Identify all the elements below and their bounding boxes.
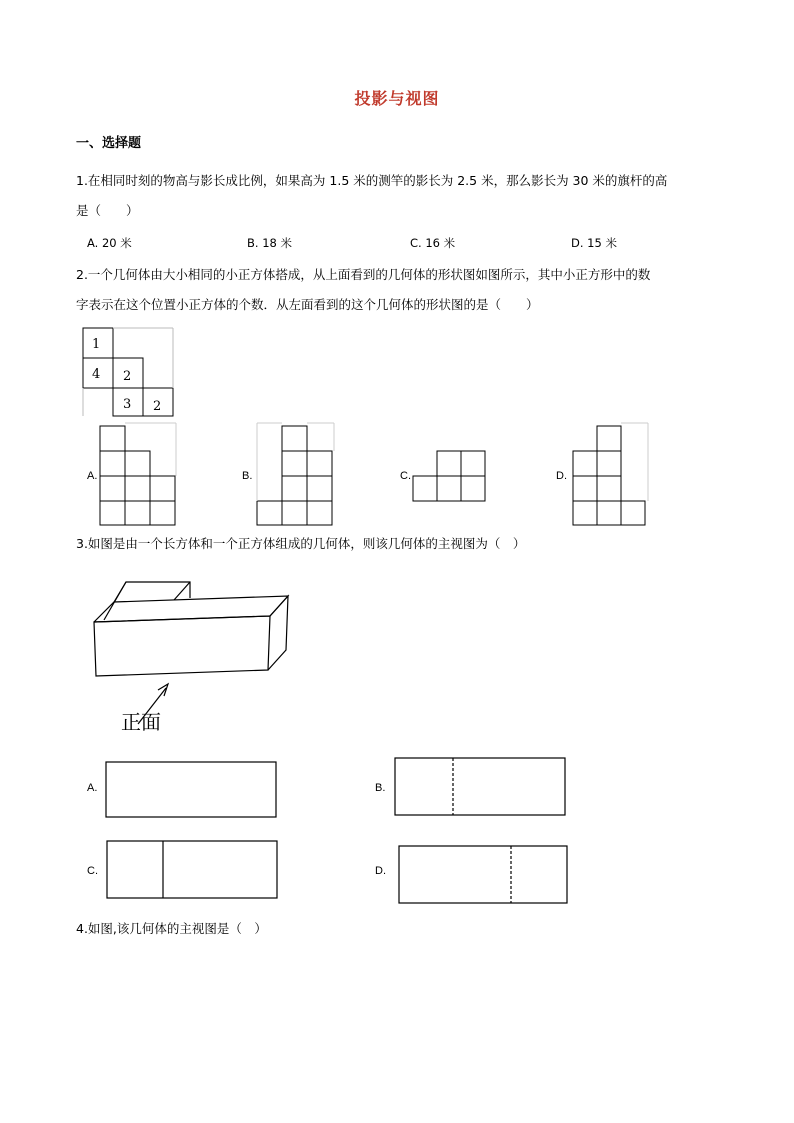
- q3-option-b: B.: [375, 782, 386, 794]
- q1-option-b: B. 18 米: [247, 236, 292, 250]
- grid-number: 2: [123, 369, 132, 384]
- question-2-line-1: 2.一个几何体由大小相同的小正方体搭成，从上面看到的几何体的形状图如图所示，其中小正方形中的数: [76, 267, 651, 282]
- grid-number: 1: [92, 337, 101, 352]
- question-1-line-2: 是（ ）: [76, 203, 139, 218]
- question-3-text: 3.如图是由一个长方体和一个正方体组成的几何体，则该几何体的主视图为（ ）: [76, 536, 526, 551]
- q3-option-c: C.: [87, 865, 98, 877]
- question-1-line-1: 1.在相同时刻的物高与影长成比例，如果高为 1.5 米的测竿的影长为 2.5 米，那么影长为 30 米的旗杆的高: [76, 173, 668, 188]
- q3-option-c-figure: [105, 839, 281, 901]
- q2-option-a: A.: [87, 470, 98, 482]
- q3-option-a-figure: [104, 760, 280, 820]
- q2-option-c: C.: [400, 470, 411, 482]
- q1-option-c: C. 16 米: [410, 236, 456, 250]
- q3-option-a: A.: [87, 782, 98, 794]
- q3-option-d-figure: [397, 844, 573, 906]
- question-2-line-2: 字表示在这个位置小正方体的个数．从左面看到的这个几何体的形状图的是（ ）: [76, 297, 539, 312]
- q2-option-d: D.: [556, 470, 567, 482]
- q3-solid-figure: [86, 574, 296, 734]
- q1-option-a: A. 20 米: [87, 236, 132, 250]
- grid-number: 3: [123, 397, 132, 412]
- top-view-grid-figure: [80, 326, 176, 418]
- section-heading: 一、选择题: [76, 136, 142, 151]
- q1-option-d: D. 15 米: [571, 236, 617, 250]
- q2-option-b: B.: [242, 470, 253, 482]
- q2-option-d-figure: [568, 422, 650, 528]
- q2-option-c-figure: [411, 448, 491, 504]
- page-title: 投影与视图: [354, 89, 440, 108]
- q2-option-a-figure: [96, 422, 178, 528]
- grid-number: 4: [92, 367, 101, 382]
- front-label: 正面: [121, 710, 161, 734]
- grid-number: 2: [153, 399, 162, 414]
- q2-option-b-figure: [254, 422, 336, 528]
- question-4-text: 4.如图,该几何体的主视图是（ ）: [76, 921, 267, 936]
- q3-option-b-figure: [393, 756, 569, 818]
- q3-option-d: D.: [375, 865, 386, 877]
